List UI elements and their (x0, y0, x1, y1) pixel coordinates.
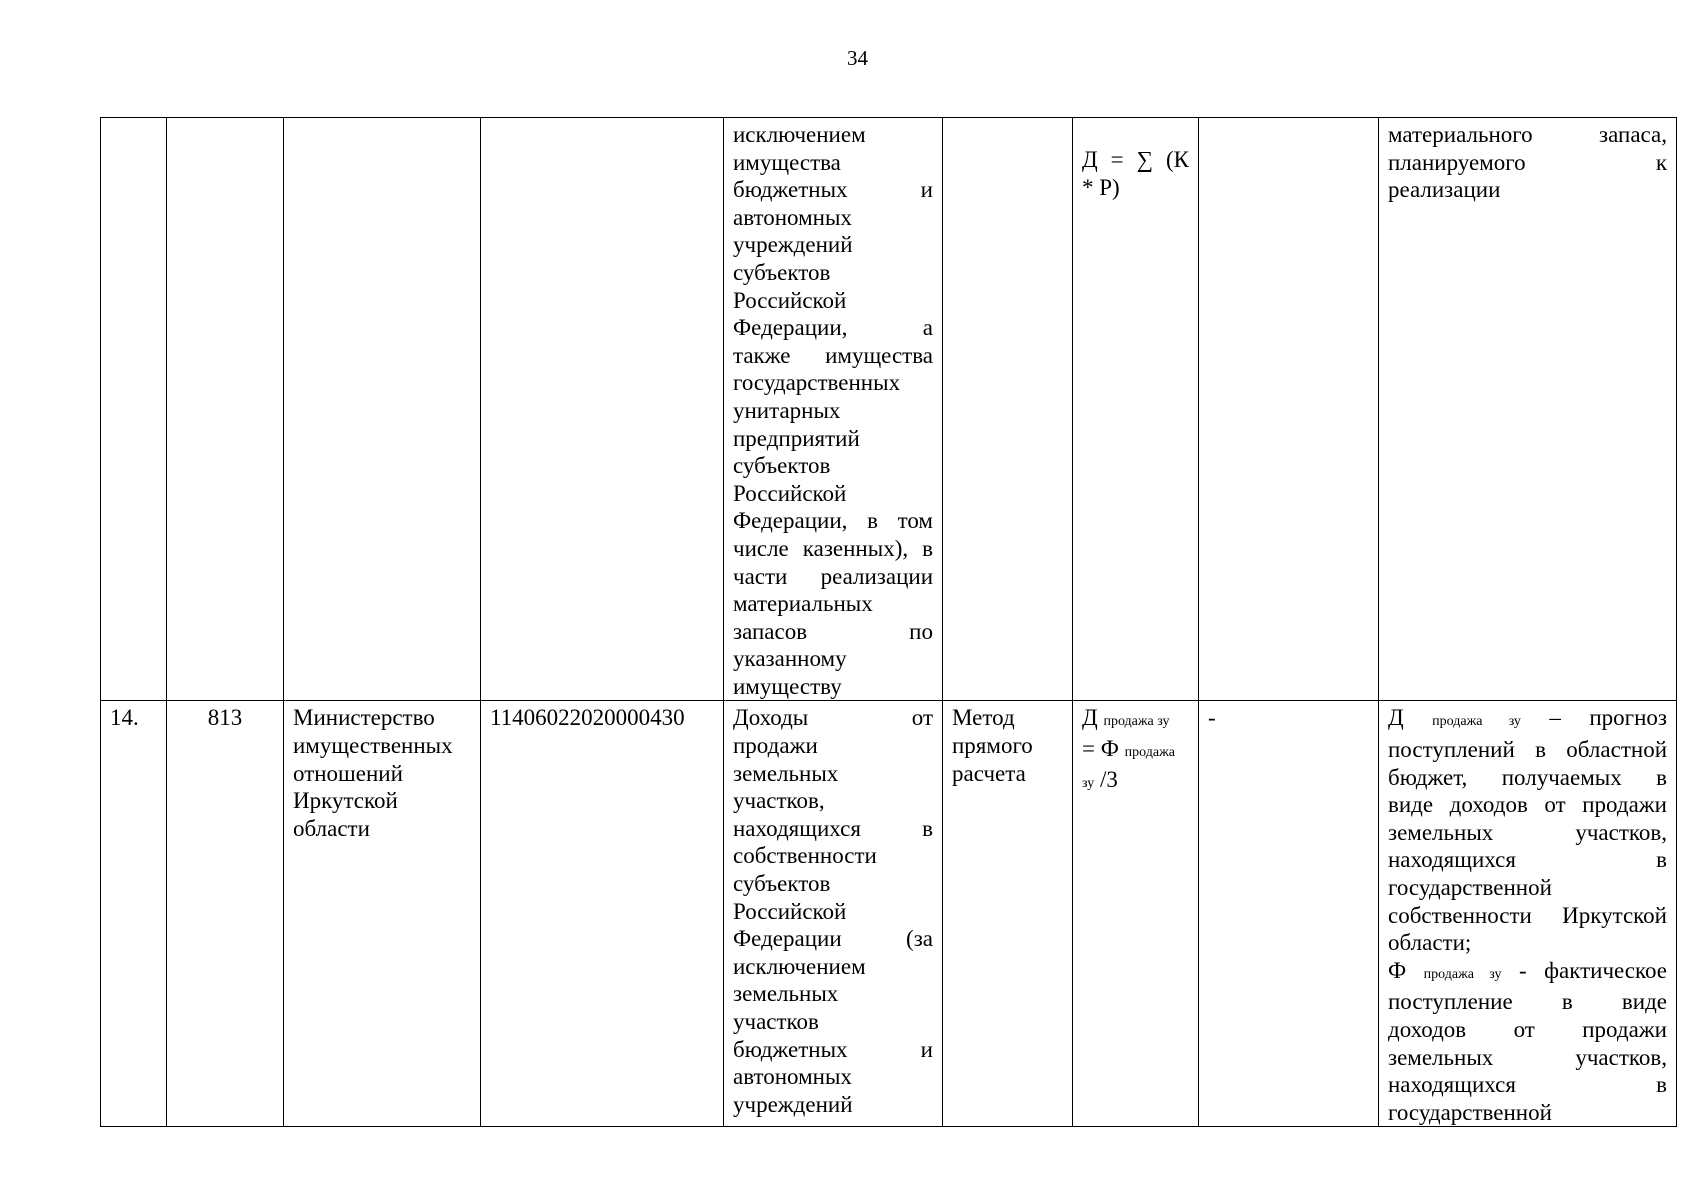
description-line: доходов от продажи (1388, 1017, 1667, 1042)
name-line: субъектов (733, 871, 831, 897)
description-line: поступление в виде (1388, 989, 1667, 1015)
name-line: исключением (733, 953, 866, 979)
name-line: Российской (733, 898, 847, 924)
desc-f-sub: продажа зу (1423, 966, 1502, 982)
cell-formula (1073, 118, 1199, 701)
method-line: расчета (952, 760, 1026, 786)
formula-d: Д (1082, 705, 1098, 731)
cell-method (943, 701, 1073, 1127)
description-line (1388, 957, 1667, 989)
formula-line: * Р) (1082, 174, 1120, 200)
name-line: учреждений (733, 1091, 853, 1117)
cell-description (1379, 701, 1677, 1127)
desc-f-text: - фактическое (1518, 957, 1668, 983)
admin-line: Министерство (293, 705, 435, 731)
name-line: автономных (733, 204, 852, 230)
name-line: Доходы от (733, 705, 933, 731)
cell-revenue-name (724, 118, 943, 701)
name-line: субъектов (733, 453, 831, 479)
name-line: учреждений (733, 232, 853, 258)
name-line: материальных (733, 591, 873, 617)
name-line: имуществу (733, 673, 842, 699)
name-line: запасов по (733, 618, 933, 644)
table-row-14 (101, 701, 1677, 1127)
name-line: Федерации, в том (733, 508, 933, 534)
name-line: имущества (733, 149, 841, 175)
name-line: исключением (733, 122, 866, 147)
name-line: бюджетных и (733, 177, 933, 203)
description-line: государственной (1388, 1099, 1552, 1125)
row-number: 14. (110, 705, 139, 731)
cell-formula (1073, 701, 1199, 1127)
name-line: бюджетных и (733, 1036, 933, 1062)
admin-code: 813 (207, 705, 243, 731)
name-line: земельных (733, 981, 839, 1007)
formula-line: Д = ∑ (К (1082, 147, 1189, 172)
description-line: реализации (1388, 177, 1501, 203)
name-line: Российской (733, 480, 847, 506)
formula-eq: = Ф (1082, 736, 1119, 762)
name-line: участков (733, 1009, 819, 1034)
name-line: Федерации (за (733, 926, 933, 952)
description-line: земельных участков, (1388, 1044, 1667, 1070)
desc-d: Д (1388, 705, 1404, 731)
description-line: находящихся в (1388, 1072, 1667, 1098)
name-line: Федерации, а (733, 315, 933, 341)
name-line: указанному (733, 646, 847, 672)
description-line: собственности Иркутской (1388, 902, 1667, 928)
cell-number (101, 118, 167, 701)
description-line (1388, 704, 1667, 736)
revenue-table (100, 117, 1677, 1127)
cell-code (167, 701, 284, 1127)
name-line: автономных (733, 1064, 852, 1090)
cell-algorithm (1199, 701, 1379, 1127)
cell-admin (284, 701, 481, 1127)
description-line: материального запаса, (1388, 122, 1667, 147)
admin-line: области (293, 815, 370, 841)
name-line: числе казенных), в (733, 535, 933, 561)
cell-kbk (481, 701, 724, 1127)
method-line: прямого (952, 733, 1033, 759)
desc-f: Ф (1388, 957, 1407, 983)
formula (1082, 704, 1189, 797)
name-line: субъектов (733, 259, 831, 285)
formula-sub: зу (1082, 776, 1095, 792)
name-line: участков, (733, 788, 825, 814)
table-row-continued (101, 118, 1677, 701)
desc-d-sub: продажа зу (1432, 714, 1521, 730)
kbk-code: 11406022020000430 (490, 705, 685, 731)
method-line: Метод (952, 705, 1015, 731)
description-line: государственной (1388, 875, 1552, 901)
formula-tail: /3 (1100, 767, 1118, 793)
description-line: планируемого к (1388, 149, 1667, 175)
page-number: 34 (847, 46, 868, 70)
cell-revenue-name (724, 701, 943, 1127)
name-line: земельных (733, 760, 839, 786)
algorithm-dash: - (1208, 705, 1216, 731)
description-line: бюджет, получаемых в (1388, 764, 1667, 790)
name-line: унитарных (733, 397, 841, 423)
admin-line: отношений (293, 760, 403, 786)
cell-code (167, 118, 284, 701)
name-line: государственных (733, 370, 901, 396)
name-line: находящихся в (733, 815, 933, 841)
admin-line: Иркутской (293, 788, 398, 814)
cell-description (1379, 118, 1677, 701)
name-line: продажи (733, 733, 818, 759)
name-line: также имущества (733, 342, 933, 368)
desc-d-text: – прогноз (1549, 705, 1668, 731)
name-line: части реализации (733, 563, 933, 589)
cell-algorithm (1199, 118, 1379, 701)
formula-sub: продажа (1124, 745, 1175, 761)
name-line: Российской (733, 287, 847, 313)
description-line: области; (1388, 930, 1472, 956)
admin-line: имущественных (293, 733, 453, 759)
cell-admin (284, 118, 481, 701)
formula-sub: продажа зу (1103, 714, 1170, 730)
description-line: виде доходов от продажи (1388, 792, 1667, 818)
name-line: предприятий (733, 425, 860, 451)
description-line: земельных участков, (1388, 819, 1667, 845)
cell-method (943, 118, 1073, 701)
cell-number (101, 701, 167, 1127)
cell-kbk (481, 118, 724, 701)
name-line: собственности (733, 843, 877, 869)
description-line: находящихся в (1388, 847, 1667, 873)
description-line: поступлений в областной (1388, 737, 1667, 763)
